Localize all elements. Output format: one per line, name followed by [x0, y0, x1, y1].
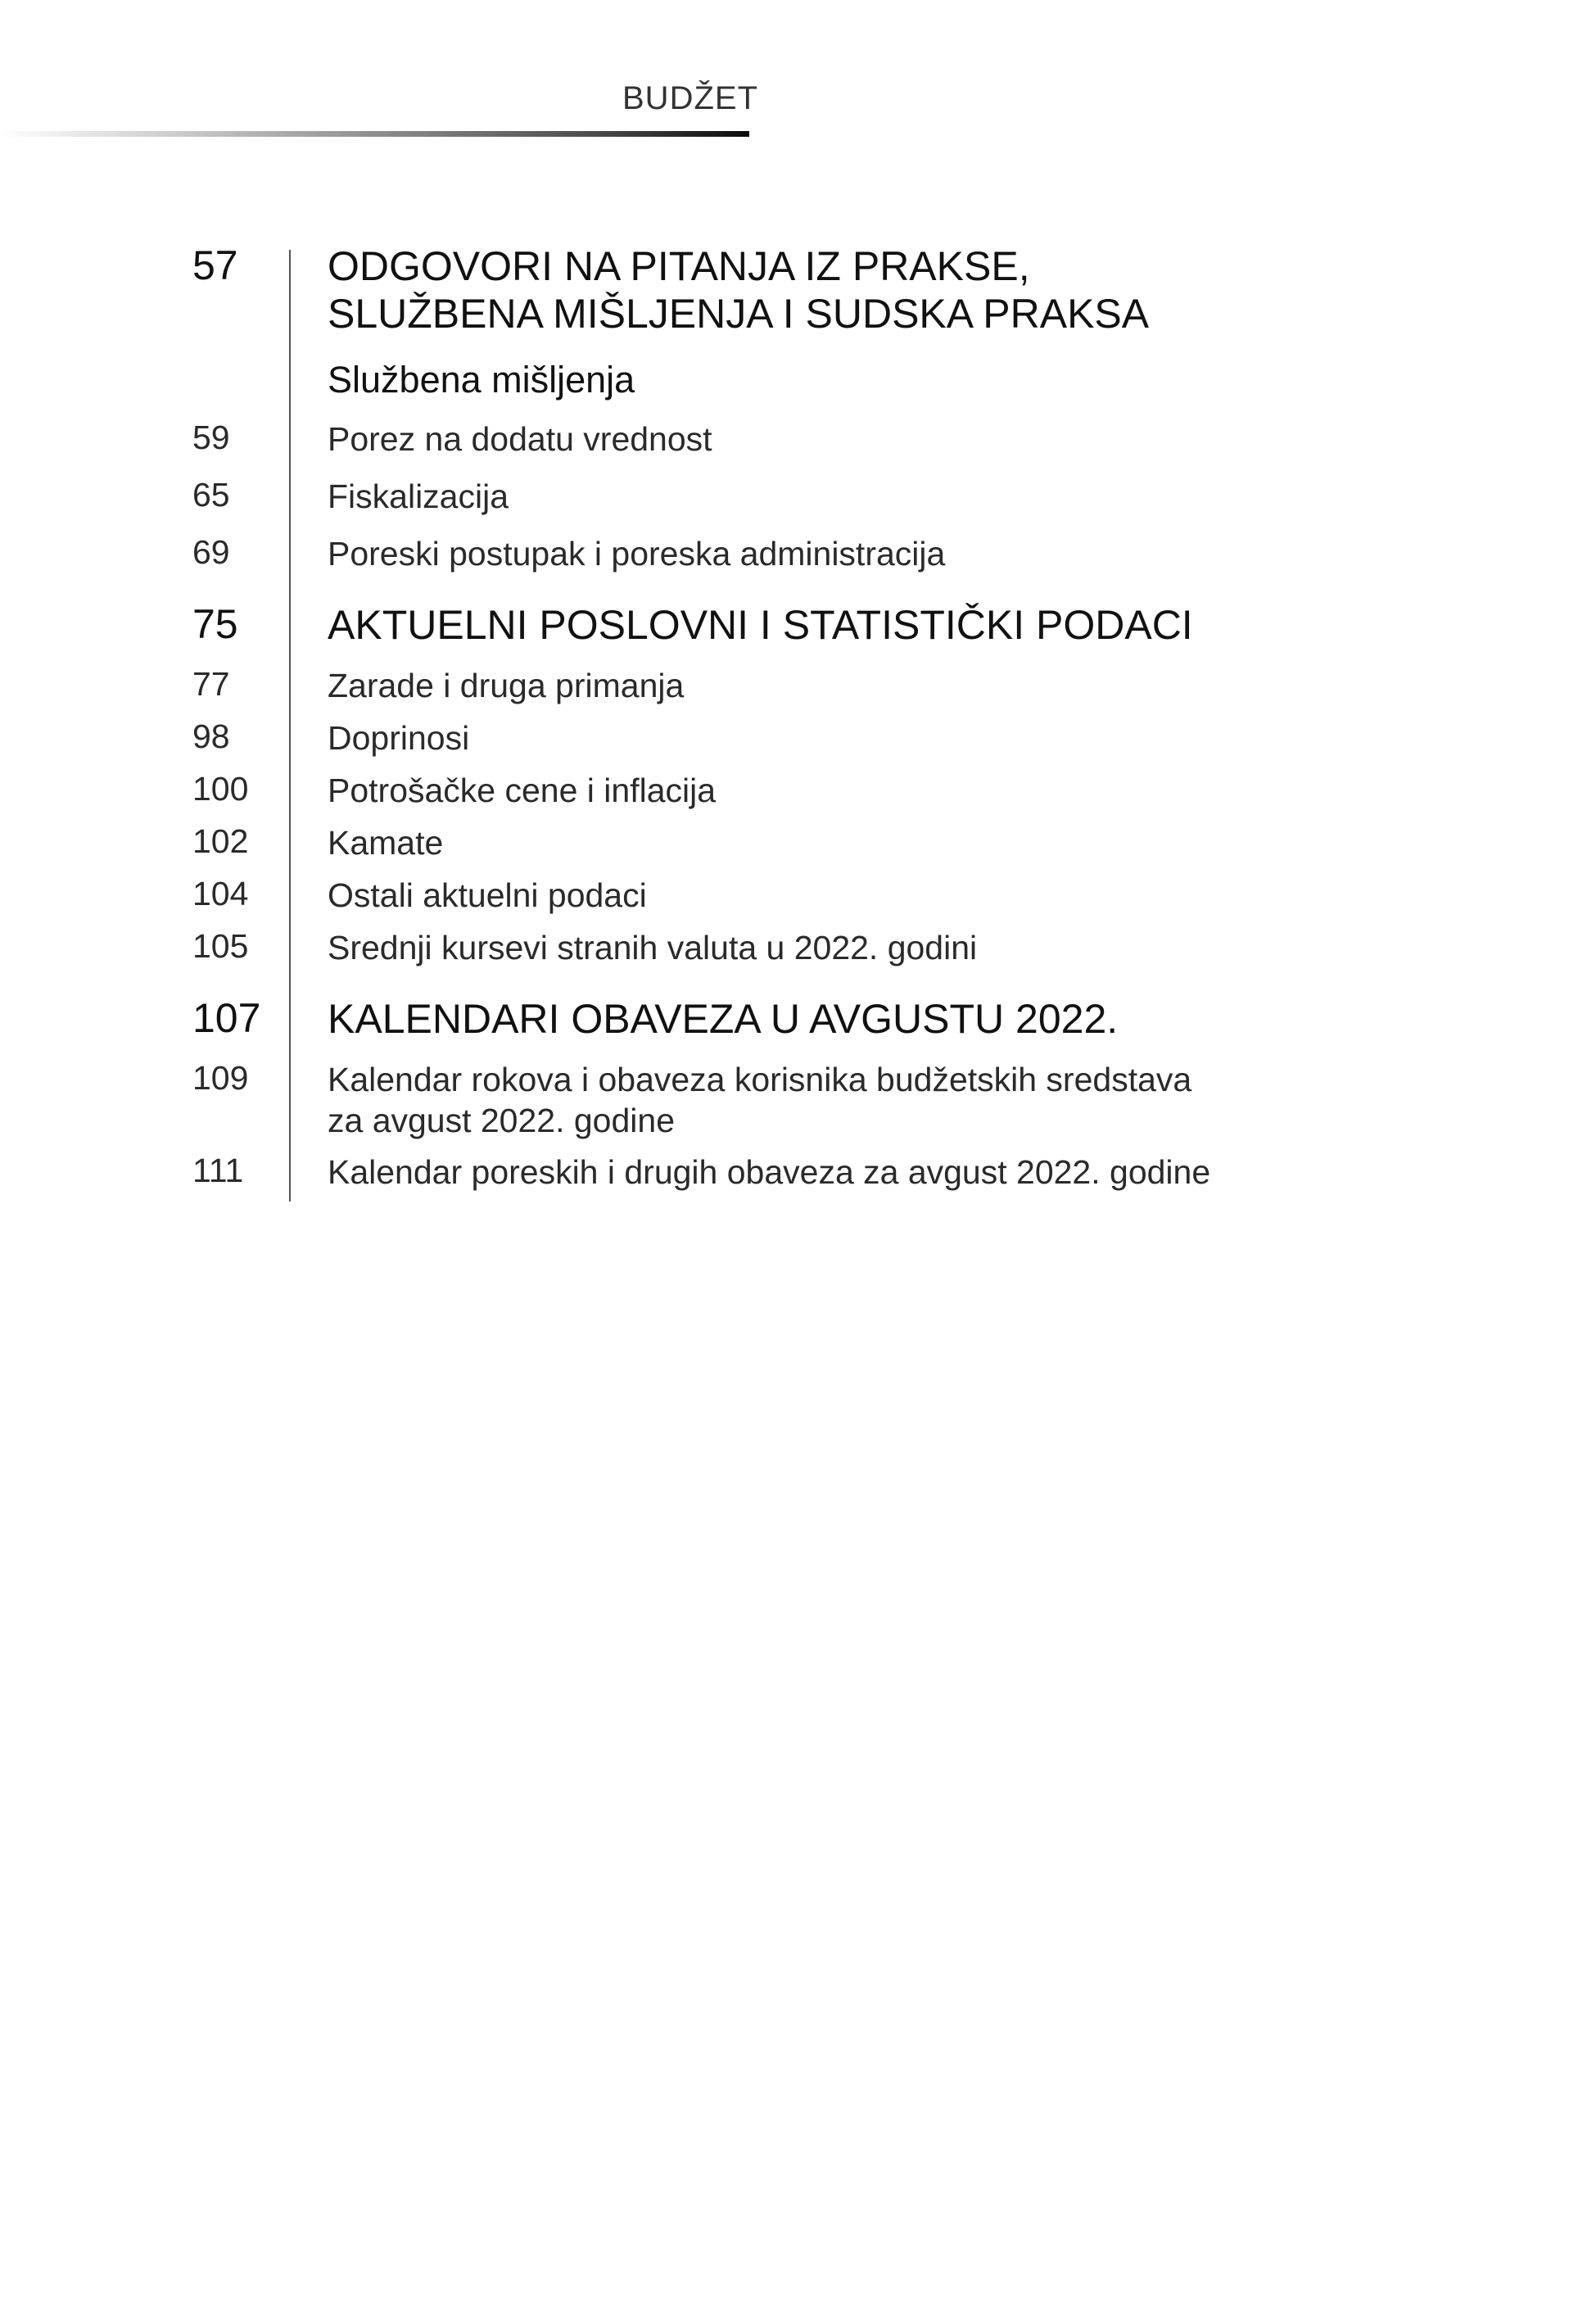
- toc-entry-title: Kalendar poreskih i drugih obaveza za avgust 2022. godine: [328, 1153, 1211, 1191]
- toc-page-number: 59: [192, 419, 230, 456]
- toc-entry-title: Ostali aktuelni podaci: [328, 876, 647, 914]
- toc-entry-title: za avgust 2022. godine: [328, 1102, 675, 1139]
- running-header-title: BUDŽET: [622, 80, 758, 116]
- toc-entry-title: KALENDARI OBAVEZA U AVGUSTU 2022.: [328, 996, 1119, 1042]
- toc-page-number: 109: [192, 1059, 249, 1097]
- toc-page-number: 111: [192, 1152, 244, 1189]
- toc-page-number: 98: [192, 717, 230, 755]
- toc-vertical-divider: [289, 250, 291, 1202]
- toc-entry-title: Službena mišljenja: [328, 359, 635, 401]
- toc-entry-title: ODGOVORI NA PITANJA IZ PRAKSE,: [328, 243, 1030, 289]
- toc-entry-title: Kamate: [328, 824, 444, 862]
- toc-entry-title: AKTUELNI POSLOVNI I STATISTIČKI PODACI: [328, 602, 1193, 648]
- toc-page-number: 107: [192, 995, 261, 1041]
- toc-entry-title: Potrošačke cene i inflacija: [328, 772, 717, 809]
- toc-page-number: 100: [192, 770, 249, 808]
- toc-entry-title: Fiskalizacija: [328, 478, 509, 515]
- toc-page-number: 75: [192, 601, 238, 647]
- toc-page-number: 102: [192, 822, 249, 860]
- toc-entry-title: Porez na dodatu vrednost: [328, 420, 712, 458]
- toc-entry-title: Srednji kursevi stranih valuta u 2022. godini: [328, 929, 978, 966]
- toc-page-number: 57: [192, 242, 238, 288]
- toc-page-number: 77: [192, 665, 230, 703]
- toc-page-number: 104: [192, 875, 249, 912]
- toc-page-number: 69: [192, 533, 230, 571]
- toc-page-number: 65: [192, 476, 230, 514]
- toc-entry-title: Doprinosi: [328, 719, 470, 757]
- toc-page-number: 105: [192, 927, 249, 965]
- header-rule: [0, 131, 749, 137]
- toc-entry-title: SLUŽBENA MIŠLJENJA I SUDSKA PRAKSA: [328, 291, 1150, 337]
- toc-entry-title: Poreski postupak i poreska administracija: [328, 535, 946, 573]
- toc-entry-title: Zarade i druga primanja: [328, 667, 685, 704]
- toc-entry-title: Kalendar rokova i obaveza korisnika budžetskih sredstava: [328, 1061, 1192, 1098]
